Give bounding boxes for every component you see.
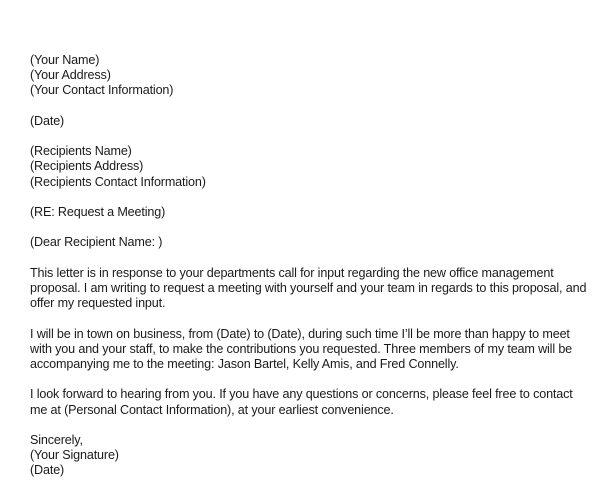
paragraph-line: with you and your staff, to make the contributions you requested. Three members of my team will be [30, 341, 573, 356]
paragraph-line: I look forward to hearing from you. If you have any questions or concerns, please feel free to contact [30, 387, 573, 402]
paragraph-line: accompanying me to the meeting: Jason Bartel, Kelly Amis, and Fred Connelly. [30, 356, 459, 371]
recipient-name: (Recipients Name) [30, 144, 132, 159]
body-paragraph-3 [30, 387, 590, 417]
closing-block [30, 433, 590, 479]
sender-block [30, 53, 590, 99]
paragraph-line: I will be in town on business, from (Date) to (Date), during such time I’ll be more than happy to meet [30, 326, 570, 341]
recipient-block [30, 144, 590, 190]
date-block [30, 114, 590, 129]
paragraph-line: offer my requested input. [30, 296, 166, 311]
paragraph-line: proposal. I am writing to request a meeting with yourself and your team in regards to this proposal, and [30, 280, 587, 295]
letter-date: (Date) [30, 113, 65, 128]
sender-contact: (Your Contact Information) [30, 83, 174, 98]
sender-name: (Your Name) [30, 53, 100, 67]
recipient-address: (Recipients Address) [30, 159, 144, 174]
signature: (Your Signature) [30, 448, 119, 463]
body-paragraph-2 [30, 327, 590, 373]
closing-date: (Date) [30, 463, 65, 478]
sender-address: (Your Address) [30, 68, 111, 83]
subject-line: (RE: Request a Meeting) [30, 204, 166, 219]
salutation: (Dear Recipient Name: ) [30, 235, 163, 250]
paragraph-line: This letter is in response to your departments call for input regarding the new office management [30, 265, 554, 280]
paragraph-line: me at (Personal Contact Information), at your earliest convenience. [30, 402, 394, 417]
letter-document [30, 53, 590, 494]
recipient-contact: (Recipients Contact Information) [30, 174, 206, 189]
closing-word: Sincerely, [30, 432, 83, 447]
body-paragraph-1 [30, 266, 590, 312]
subject-block [30, 205, 590, 220]
salutation-block [30, 235, 590, 250]
